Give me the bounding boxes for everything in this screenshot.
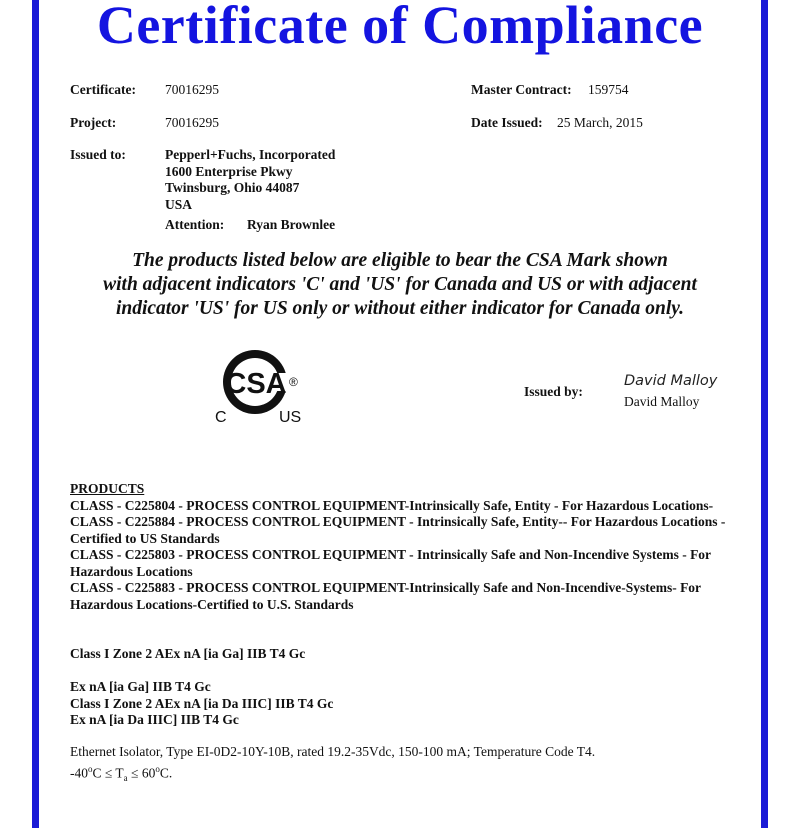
master-contract-label: Master Contract: [471,82,572,97]
issued-to-address [165,147,335,213]
registered-mark: ® [289,375,298,389]
product-class: CLASS - C225884 - PROCESS CONTROL EQUIPMENT - Intrinsically Safe, Entity-- For Hazardous Locations - Certified to US Standards [70,514,726,546]
certificate-label: Certificate: [70,82,136,97]
product-class: CLASS - C225803 - PROCESS CONTROL EQUIPMENT - Intrinsically Safe and Non-Incendive Systems - For Hazardous Locations [70,547,711,579]
master-contract-number: 159754 [588,82,629,97]
project-label: Project: [70,115,117,130]
address-line: Pepperl+Fuchs, Incorporated [165,147,336,162]
address-line: USA [165,196,193,212]
statement-line: with adjacent indicators 'C' and 'US' for Canada and US or with adjacent [103,274,697,295]
product-class: CLASS - C225883 - PROCESS CONTROL EQUIPMENT-Intrinsically Safe and Non-Incendive-Systems- For Hazardous Locations-Certified to U.S. Standards [70,580,701,612]
issued-by-label: Issued by: [524,384,583,399]
ex-marking: Class I Zone 2 AEx nA [ia Da IIIC] IIB T4 Gc [70,695,334,711]
ex-markings [70,679,333,729]
date-issued-value: 25 March, 2015 [557,115,643,130]
statement-line: indicator 'US' for US only or without either indicator for Canada only. [115,298,685,319]
certificate-number: 70016295 [165,82,219,97]
issued-to-label: Issued to: [70,147,126,162]
rating-text: Ethernet Isolator, Type EI-0D2-10Y-10B, rated 19.2-35Vdc, 150-100 mA; Temperature Code T4. [70,744,596,759]
product-class: CLASS - C225804 - PROCESS CONTROL EQUIPMENT-Intrinsically Safe, Entity - For Hazardous Locations- [70,497,714,513]
csa-mark-logo [211,346,311,428]
page-border-right [761,0,768,828]
product-description [70,744,595,786]
statement-line: The products listed below are eligible to bear the CSA Mark shown [132,250,668,271]
date-issued-label: Date Issued: [471,115,543,130]
products-heading: PRODUCTS [70,481,145,496]
project-number: 70016295 [165,115,219,130]
csa-logo-letters: CSA [225,368,287,400]
issuer-name: David Malloy [624,394,700,409]
ex-marking: Ex nA [ia Da IIIC] IIB T4 Gc [70,712,239,727]
temperature-range: $-40^oC \le T_a \le 60^oC$. [70,763,173,783]
us-indicator: US [279,409,302,426]
attention-name: Ryan Brownlee [247,217,336,232]
canada-indicator: C [215,409,227,426]
certificate-title: Certificate of Compliance [96,0,704,55]
eligibility-statement [40,249,760,321]
ex-marking: Ex nA [ia Ga] IIB T4 Gc [70,679,211,694]
products-section [70,481,750,613]
address-line: Twinsburg, Ohio 44087 [165,180,300,195]
address-line: 1600 Enterprise Pkwy [165,163,293,179]
zone-marking: Class I Zone 2 AEx nA [ia Ga] IIB T4 Gc [70,646,306,661]
attention-label: Attention: [165,217,225,232]
issuer-signature: David Malloy [624,373,718,389]
page-border-left [32,0,39,828]
